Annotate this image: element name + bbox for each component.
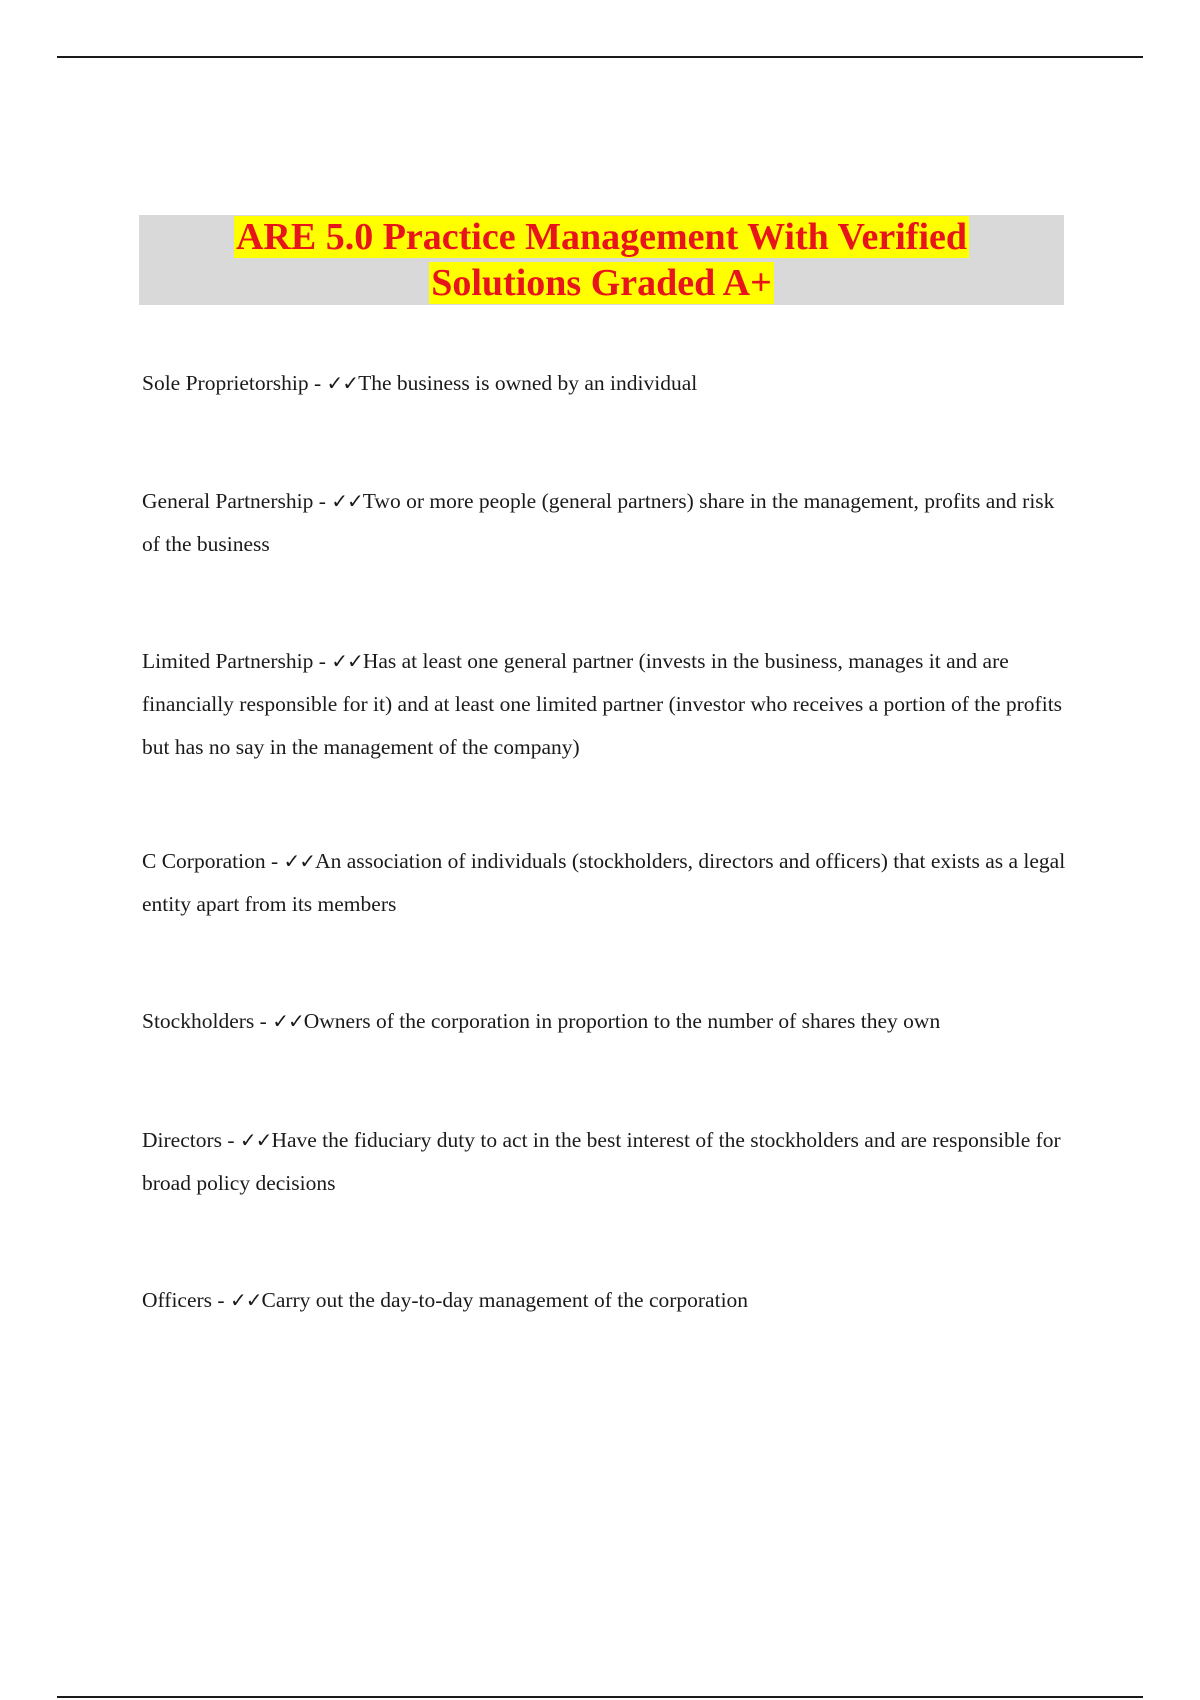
entry-separator: - bbox=[313, 489, 332, 513]
entry-term: Sole Proprietorship bbox=[142, 371, 309, 395]
top-rule bbox=[57, 56, 1143, 58]
entry-separator: - bbox=[212, 1288, 230, 1312]
definition-entry bbox=[142, 1000, 1067, 1043]
check-mark-icon: ✓✓ bbox=[326, 371, 359, 395]
entry-term: Limited Partnership bbox=[142, 649, 314, 673]
entry-definition: Two or more people (general partners) share in the management, profits and risk of the business bbox=[142, 489, 1055, 556]
check-mark-icon: ✓✓ bbox=[229, 1288, 262, 1312]
check-mark-icon: ✓✓ bbox=[331, 489, 363, 513]
title-line-1: ARE 5.0 Practice Management With Verified bbox=[235, 216, 968, 258]
check-mark-icon: ✓✓ bbox=[272, 1009, 304, 1033]
check-mark-icon: ✓✓ bbox=[331, 649, 363, 673]
check-mark-icon: ✓✓ bbox=[283, 849, 316, 873]
entry-term: Stockholders bbox=[142, 1009, 255, 1033]
entry-definition: Have the fiduciary duty to act in the best interest of the stockholders and are responsible for broad policy decisions bbox=[142, 1128, 1061, 1195]
definition-entry bbox=[142, 1119, 1067, 1205]
entry-separator: - bbox=[254, 1009, 273, 1033]
title-line-2: Solutions Graded A+ bbox=[431, 262, 772, 304]
entry-separator: - bbox=[313, 649, 332, 673]
document-title bbox=[234, 214, 969, 306]
entry-definition: An association of individuals (stockholders, directors and officers) that exists as a legal entity apart from its members bbox=[142, 849, 1066, 916]
entry-term: C Corporation bbox=[142, 849, 266, 873]
entry-separator: - bbox=[222, 1128, 240, 1152]
entry-definition: Has at least one general partner (invests in the business, manages it and are financially responsible for it) and at least one limited partner (investor who receives a portion of the profits but has no say in the management of the company) bbox=[142, 649, 1063, 759]
definition-entry bbox=[142, 362, 1067, 405]
entry-term: General Partnership bbox=[142, 489, 314, 513]
definition-entry bbox=[142, 1279, 1067, 1322]
entry-term: Officers bbox=[142, 1288, 213, 1312]
bottom-rule bbox=[57, 1696, 1143, 1698]
definition-entry bbox=[142, 640, 1067, 769]
entry-definition: The business is owned by an individual bbox=[358, 371, 698, 395]
entry-definition: Owners of the corporation in proportion to the number of shares they own bbox=[303, 1009, 941, 1033]
title-banner bbox=[139, 215, 1064, 305]
check-mark-icon: ✓✓ bbox=[239, 1128, 272, 1152]
entry-separator: - bbox=[265, 849, 284, 873]
entry-separator: - bbox=[308, 371, 327, 395]
definition-entry bbox=[142, 480, 1067, 566]
entry-definition: Carry out the day-to-day management of the corporation bbox=[261, 1288, 749, 1312]
definition-entry bbox=[142, 840, 1067, 926]
entry-term: Directors bbox=[142, 1128, 222, 1152]
